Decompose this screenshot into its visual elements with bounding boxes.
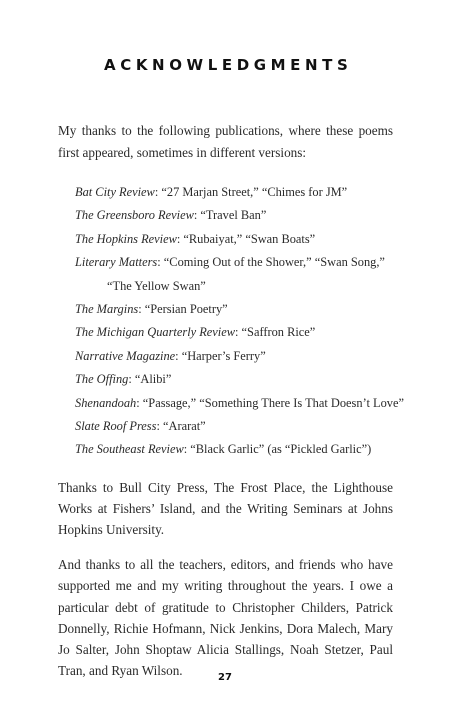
publication-title: The Hopkins Review [75, 231, 177, 246]
publication-entry [75, 204, 405, 227]
publication-entry [75, 298, 405, 321]
page-heading: ACKNOWLEDGMENTS [104, 56, 353, 74]
thanks-institutions-paragraph: Thanks to Bull City Press, The Frost Place, the Lighthouse Works at Fishers’ Island, and the Writing Seminars at Johns Hopkins University. [58, 480, 393, 537]
publication-title: Shenandoah [75, 395, 137, 410]
publication-list [75, 181, 405, 462]
publication-poems: : “Rubaiyat,” “Swan Boats” [176, 231, 316, 246]
publication-poems: : “Black Garlic” (as “Pickled Garlic”) [183, 442, 372, 457]
publication-title: The Michigan Quarterly Review [75, 325, 236, 340]
publication-entry [75, 368, 405, 391]
publication-poems: : “Coming Out of the Shower,” “Swan Song,” [157, 255, 385, 270]
intro-paragraph: My thanks to the following publications, where these poems first appeared, sometimes in different versions: [58, 123, 393, 160]
publication-entry [75, 345, 405, 368]
publication-entry [75, 415, 405, 438]
publication-poems: : “Harper’s Ferry” [175, 348, 266, 363]
publication-entry [75, 251, 405, 298]
publication-title: Bat City Review [75, 185, 155, 199]
publication-entry [75, 438, 405, 461]
publication-title: The Offing [75, 372, 129, 387]
publication-title: The Margins [75, 302, 139, 317]
publication-entry [75, 228, 405, 251]
publication-title: Slate Roof Press [75, 419, 157, 434]
publication-entry [75, 181, 405, 204]
thanks-people-paragraph: And thanks to all the teachers, editors, and friends who have supported me and my writing throughout the years. I owe a particular debt of gratitude to Christopher Childers, Patrick Donnelly, Richie Hofmann, Nick Jenkins, Dora Malech, Mary Jo Salter, John Shoptaw Alicia Stallings, Noah Stetzer, Paul Tran, and Ryan Wilson. [58, 557, 393, 679]
publication-poems: : “Persian Poetry” [138, 302, 228, 317]
publication-poems: : “Alibi” [128, 372, 172, 387]
publication-poems: : “Travel Ban” [193, 208, 267, 223]
publication-title: The Southeast Review [75, 442, 184, 457]
publication-title: Literary Matters [75, 255, 158, 270]
publication-poems: : “Ararat” [156, 419, 206, 434]
publication-entry [75, 321, 405, 344]
publication-poems: : “Saffron Rice” [235, 325, 316, 340]
publication-poems: : “27 Marjan Street,” “Chimes for JM” [154, 185, 348, 199]
page-number: 27 [218, 672, 232, 683]
publication-poems: : “Passage,” “Something There Is That Doesn’t Love” [136, 395, 404, 410]
publication-poems-continued: “The Yellow Swan” [107, 278, 206, 293]
publication-title: Narrative Magazine [75, 348, 176, 363]
publication-entry [75, 392, 405, 415]
publication-title: The Greensboro Review [75, 208, 194, 223]
